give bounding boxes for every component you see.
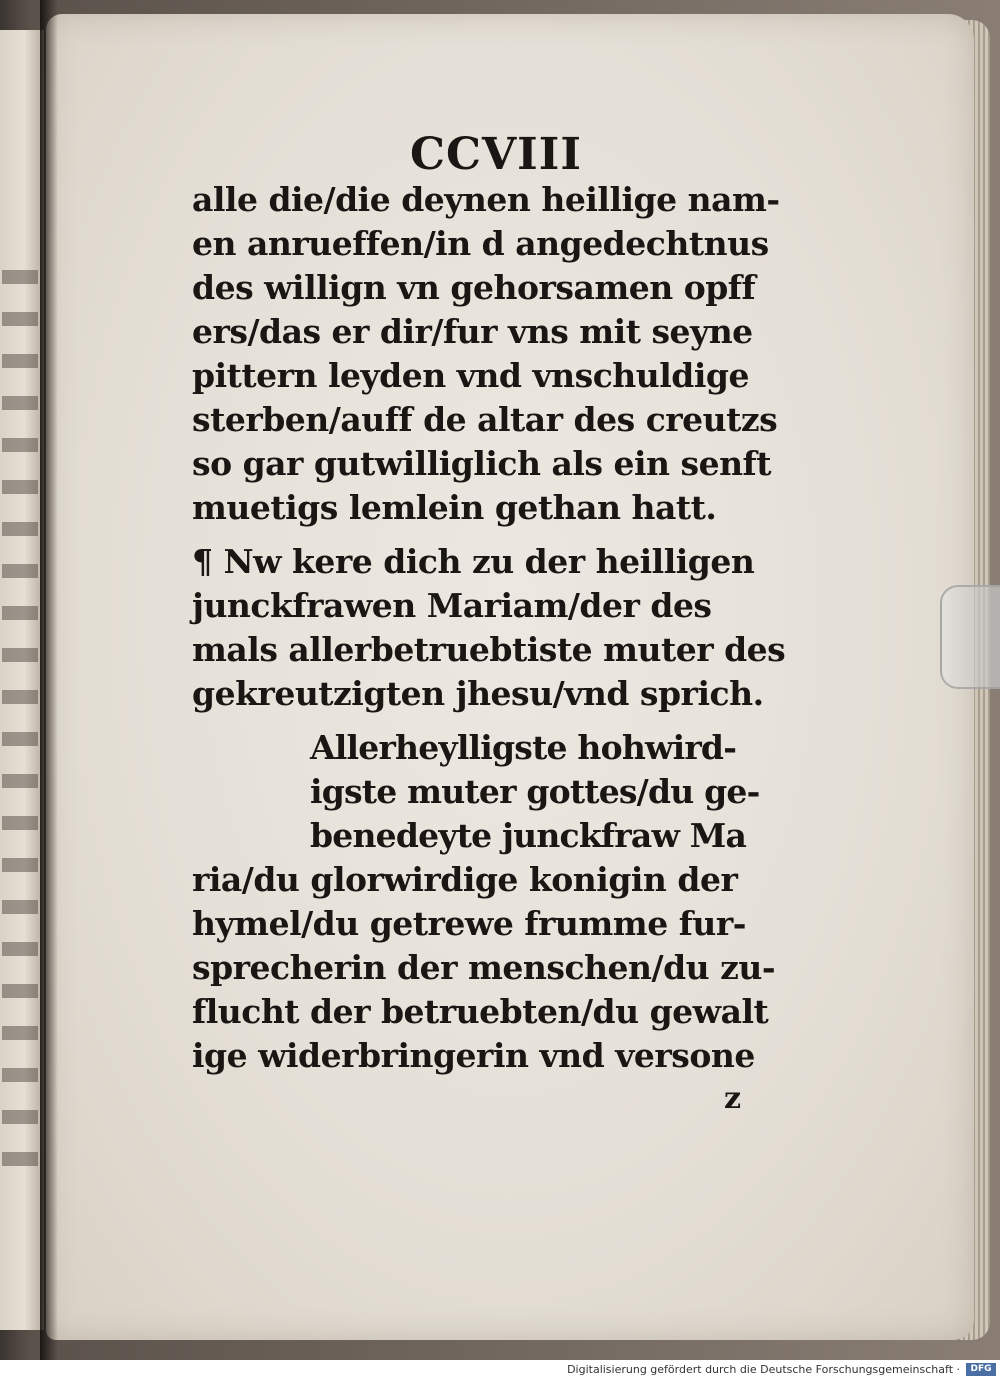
text-line: mals allerbetruebtiste muter des — [192, 630, 786, 669]
paragraph-2 — [192, 540, 786, 716]
paragraph-gap — [192, 530, 772, 540]
footer-bar — [0, 1360, 1000, 1380]
text-line: pittern leyden vnd vnschuldige — [192, 356, 749, 395]
paragraph-3 — [192, 726, 776, 1078]
text-line: ers/das er dir/fur vns mit seyne — [192, 312, 753, 351]
text-line: flucht der betruebten/du gewalt — [192, 992, 769, 1031]
catchword: z — [724, 1081, 741, 1116]
previous-page-text-fragment — [2, 270, 38, 1170]
text-line: gekreutzigten jhesu/vnd sprich. — [192, 674, 764, 713]
text-line: junckfrawen Mariam/der des — [192, 586, 712, 625]
paragraph-1 — [192, 178, 780, 530]
text-line: hymel/du getrewe frumme fur- — [192, 904, 746, 943]
text-line: ige widerbringerin vnd versone — [192, 1036, 755, 1075]
spine-shadow — [40, 0, 58, 1360]
indented-lines — [192, 726, 772, 858]
text-line: benedeyte junckfraw Ma — [310, 816, 747, 855]
paragraph-gap — [192, 716, 772, 726]
text-line: ria/du glorwirdige konigin der — [192, 860, 738, 899]
text-line: muetigs lemlein gethan hatt. — [192, 488, 717, 527]
text-line: alle die/die deynen heillige nam- — [192, 180, 780, 219]
text-line: sterben/auff de altar des creutzs — [192, 400, 778, 439]
text-line: Allerheylligste hohwird- — [310, 728, 737, 767]
text-line: en anrueffen/in d angedechtnus — [192, 224, 769, 263]
text-line: so gar gutwilliglich als ein senft — [192, 444, 771, 483]
printed-text-block — [192, 129, 786, 1116]
funding-credit: Digitalisierung gefördert durch die Deutsche Forschungsgemeinschaft · — [567, 1363, 960, 1376]
text-line: ¶ Nw kere dich zu der heilligen — [192, 542, 755, 581]
text-line: igste muter gottes/du ge- — [310, 772, 760, 811]
text-line: des willign vn gehorsamen opff — [192, 268, 756, 307]
text-line: sprecherin der menschen/du zu- — [192, 948, 776, 987]
dfg-logo: DFG — [966, 1363, 996, 1376]
folio-number: CCVIII — [410, 129, 582, 180]
book-clasp — [940, 585, 1000, 689]
